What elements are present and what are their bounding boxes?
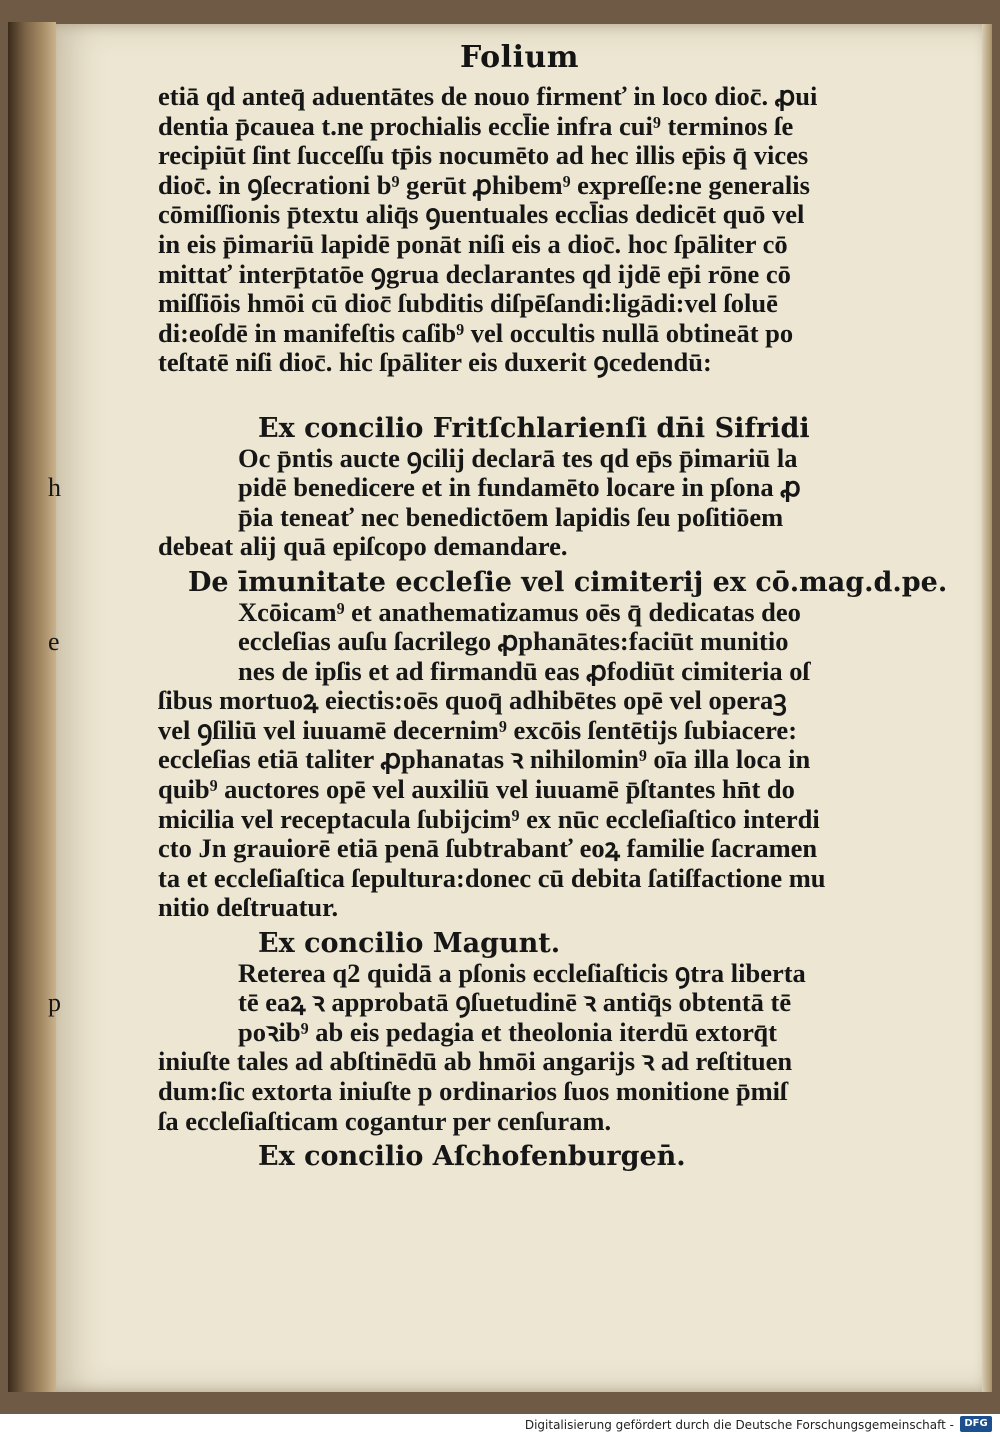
text-line: quib⁹ auctores opē vel auxiliū vel iuuamē p̄ſtantes hn̄t do [158,774,795,805]
section-heading: Ex concilio Magunt. [258,928,561,960]
footer-credit: Digitalisierung gefördert durch die Deutsche Forschungsgemeinschaft - [524,1418,954,1432]
text-line: dentia p̄cauea t.ne prochialis eccl̄ie infra cui⁹ terminos ſe [158,110,794,141]
text-line: cōmiſſionis p̄textu aliq̄s ꝯuentuales eccl̄ias dedicēt quō vel [158,199,805,230]
section-heading: De īmunitate eccleſie vel cimiterij ex cō.mag.d.pe. [188,566,948,598]
text-line: Oc p̄ntis aucte ꝯcilij declarā tes qd ep̄s p̄imariū la [238,442,798,473]
dfg-logo: DFG [960,1416,992,1432]
page-edge [982,24,992,1392]
text-line: pidē benedicere et in fundamēto locare in pſona ꝓ [238,472,801,503]
paragraph [158,82,888,378]
guide-letter: e [48,626,60,656]
text-line: dum:ſic extorta iniuſte p ordinarios ſuos monitione p̄miſ [158,1076,788,1106]
text-line: mittať interp̄tatōe ꝯgrua declarantes qd ijdē ep̄i rōne cō [158,258,791,289]
text-line: etiā qd anteq̄ aduentātes de nouo firmenť in loco dioc̄. ꝓui [158,81,818,111]
text-line: recipiūt ſint ſucceſſu tp̄is nocumēto ad hec illis ep̄is q̄ vices [158,140,809,171]
text-line: di:eoſdē in manifeſtis caſib⁹ vel occultis nullā obtineāt po [158,317,794,348]
guide-letter: p [48,987,61,1017]
section-heading: Ex concilio Fritſchlarienſi dn̄i Sifridi [258,412,810,444]
text-line: nes de ipſis et ad firmandū eas ꝓfodiūt cimiteria oſ [238,655,810,686]
text-line: Reterea q2 quidā a pſonis eccleſiaſticis ꝯtra liberta [238,957,806,988]
running-head: Folium [460,40,580,75]
guide-letter: h [48,472,61,502]
text-line: ſa eccleſiaſticam cogantur per cenſuram. [158,1105,612,1136]
text-line: nitio deſtruatur. [158,892,339,923]
text-line: iniuſte tales ad abſtinēdū ab hmōi angarijs ꝛ ad reſtituen [158,1046,793,1077]
text-line: ta et eccleſiaſtica ſepultura:donec cū debita ſatiſfactione mu [158,862,826,893]
text-line: micilia vel receptacula ſubijcim⁹ ex nūc eccleſiaſtico interdi [158,803,820,834]
text-line: in eis p̄imariū lapidē ponāt niſi eis a dioc̄. hoc ſpāliter cō [158,228,788,259]
text-line: tē eaꝝ ꝛ approbatā ꝯſuetudinē ꝛ antiq̄s obtentā tē [238,987,792,1018]
text-line: dioc̄. in ꝯſecrationi b⁹ gerūt ꝓhibem⁹ expreſſe:ne generalis [158,169,810,200]
text-line: eccleſias auſu ſacrilego ꝓphanātes:faciūt munitio [238,626,789,657]
text-line: teſtatē niſi dioc̄. hic ſpāliter eis duxerit ꝯcedendū: [158,347,712,378]
paragraph [48,957,888,1137]
text-block [48,81,948,1173]
section-gap [158,378,888,414]
text-line: poꝛib⁹ ab eis pedagia et theolonia iterdū extorq̄t [238,1016,777,1047]
text-line: eccleſias etiā taliter ꝓphanatas ꝛ nihilomin⁹ oīa illa loca in [158,744,811,775]
text-line: Xcōicam⁹ et anathematizamus oēs q̄ dedicatas deo [238,596,801,627]
text-line: vel ꝯſiliū vel iuuamē decernim⁹ excōis ſentētijs ſubiacere: [158,714,798,745]
text-line: miſſiōis hmōi cū dioc̄ ſubditis diſpēſandi:ligādi:vel ſoluē [158,288,778,319]
text-line: p̄ia teneať nec benedictōem lapidis ſeu poſitiōem [238,501,784,532]
paragraph [48,596,888,924]
section-heading: Ex concilio Aſchofenburgen̄. [258,1141,686,1173]
text-line: cto Jn grauiorē etiā penā ſubtrabanť eoꝝ familie ſacramen [158,833,818,864]
paragraph [48,442,888,562]
book-edge [8,22,56,1392]
text-line: ſibus mortuoꝝ eiectis:oēs quoq̄ adhibētes opē vel operaꝫ [158,685,787,716]
text-line: debeat alij quā epiſcopo demandare. [158,531,568,562]
